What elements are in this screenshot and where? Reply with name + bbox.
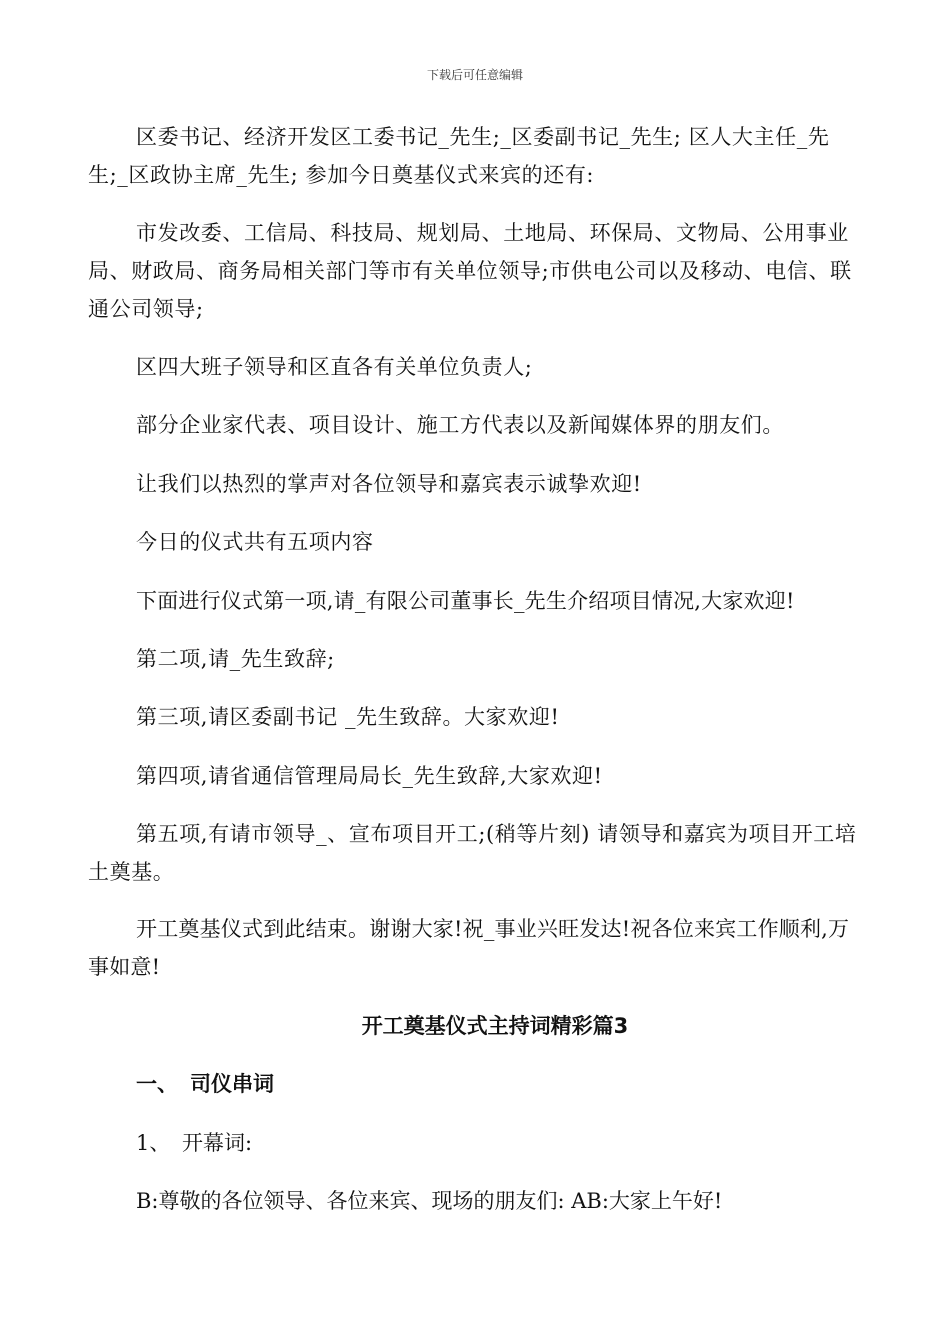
paragraph-item-four: 第四项,请省通信管理局局长_先生致辞,大家欢迎! (136, 764, 603, 788)
paragraph-five-items: 今日的仪式共有五项内容 (136, 530, 374, 554)
paragraph-item-two: 第二项,请_先生致辞; (136, 647, 335, 671)
page-header: 下载后可任意编辑 (426, 68, 523, 82)
paragraph-welcome-applause: 让我们以热烈的掌声对各位领导和嘉宾表示诚挚欢迎! (136, 472, 642, 496)
list-item-text: 开幕词: (182, 1131, 253, 1155)
paragraph-enterprise-reps: 部分企业家代表、项目设计、施工方代表以及新闻媒体界的朋友们。 (136, 413, 784, 437)
section-title: 开工奠基仪式主持词精彩篇3 (361, 1014, 629, 1038)
paragraph-item-three: 第三项,请区委副书记 _先生致辞。大家欢迎! (136, 705, 560, 729)
sub-heading (136, 1069, 274, 1099)
paragraph-item-five: 第五项,有请市领导_、宣布项目开工;(稍等片刻) 请领导和嘉宾为项目开工培土奠基。 (88, 822, 857, 884)
paragraph-closing: 开工奠基仪式到此结束。谢谢大家!祝_事业兴旺发达!祝各位来宾工作顺利,万事如意! (88, 917, 850, 979)
list-item-number: 1、 (136, 1131, 171, 1155)
sub-heading-text: 司仪串词 (190, 1072, 274, 1096)
sub-heading-number: 一、 (136, 1072, 178, 1096)
paragraph-attendees-departments: 市发改委、工信局、科技局、规划局、土地局、环保局、文物局、公用事业局、财政局、商务局相关部门等市有关单位领导;市供电公司以及移动、电信、联通公司领导; (88, 221, 852, 321)
list-item-opening (136, 1128, 252, 1158)
paragraph-district-leaders: 区四大班子领导和区直各有关单位负责人; (136, 355, 533, 379)
paragraph-attendees-district: 区委书记、经济开发区工委书记_先生;_区委副书记_先生; 区人大主任_先生;_区政协主席_先生; 参加今日奠基仪式来宾的还有: (88, 125, 830, 187)
dialogue-line: B:尊敬的各位领导、各位来宾、现场的朋友们: AB:大家上午好! (136, 1189, 723, 1213)
paragraph-item-one: 下面进行仪式第一项,请_有限公司董事长_先生介绍项目情况,大家欢迎! (136, 589, 795, 613)
